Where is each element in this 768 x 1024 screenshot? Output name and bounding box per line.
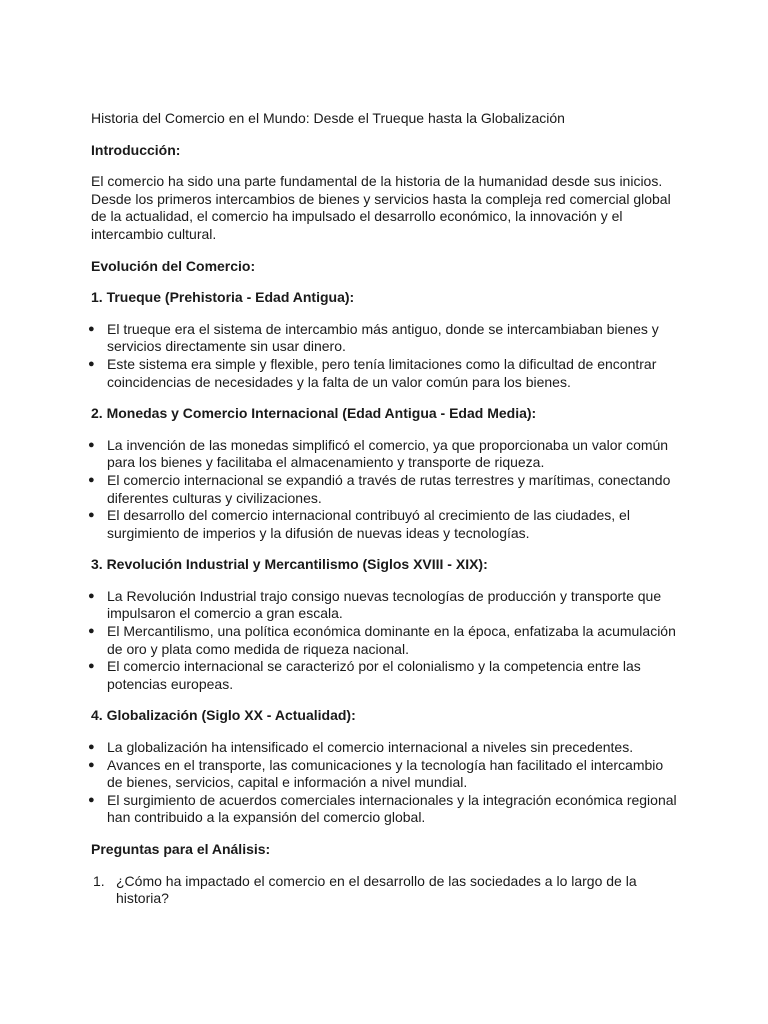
- question-text: ¿Cómo ha impactado el comercio en el desarrollo de las sociedades a lo largo de la historia?: [116, 872, 637, 907]
- bullet-icon: ●: [88, 438, 95, 451]
- list-item-text: El comercio internacional se expandió a través de rutas terrestres y marítimas, conectando diferentes culturas y civilizaciones.: [107, 471, 671, 506]
- bullet-icon: ●: [88, 589, 95, 602]
- intro-paragraph: El comercio ha sido una parte fundamental de la historia de la humanidad desde sus inicios. Desde los primeros intercambios de bienes y servicios hasta la compleja red comercial global de la actualidad, el comercio ha impulsado el desarrollo económico, la innovación y el intercambio cultural.: [91, 173, 671, 242]
- document-title: Historia del Comercio en el Mundo: Desde el Trueque hasta la Globalización: [91, 110, 565, 126]
- list-item: [88, 355, 681, 391]
- bullet-icon: ●: [88, 509, 95, 522]
- list-item: [88, 436, 681, 472]
- bullet-icon: ●: [88, 322, 95, 335]
- bullet-icon: ●: [88, 660, 95, 673]
- list-item-text: El trueque era el sistema de intercambio más antiguo, donde se intercambiaban bienes y servicios directamente sin usar dinero.: [107, 320, 659, 355]
- list-item: [88, 739, 681, 757]
- section-heading-monedas: 2. Monedas y Comercio Internacional (Edad Antigua - Edad Media):: [91, 405, 537, 422]
- intro-heading: Introducción:: [91, 141, 181, 158]
- question-number: 1.: [93, 872, 105, 889]
- list-item: [88, 507, 681, 542]
- questions-heading: Preguntas para el Análisis:: [91, 841, 271, 857]
- bullet-icon: ●: [88, 357, 95, 370]
- list-item: [88, 756, 681, 792]
- list-item-text: Este sistema era simple y flexible, pero tenía limitaciones como la dificultad de encontrar coincidencias de necesidades y la falta de un valor común para los bienes.: [107, 355, 657, 390]
- bullet-icon: ●: [88, 741, 95, 754]
- section-heading-trueque: 1. Trueque (Prehistoria - Edad Antigua):: [91, 289, 355, 306]
- section-heading-globalizacion: 4. Globalización (Siglo XX - Actualidad):: [91, 707, 356, 724]
- section-list-globalizacion: [88, 739, 681, 827]
- section-heading-revolucion: 3. Revolución Industrial y Mercantilismo (Siglos XVIII - XIX):: [91, 556, 488, 573]
- bullet-icon: ●: [88, 758, 95, 771]
- list-item-text: La invención de las monedas simplificó el comercio, ya que proporcionaba un valor común para los bienes y facilitaba el almacenamiento y transporte de riqueza.: [107, 436, 669, 471]
- question-item: [91, 873, 681, 908]
- list-item-text: La globalización ha intensificado el comercio internacional a niveles sin precedentes.: [107, 739, 634, 756]
- section-list-trueque: [88, 320, 681, 391]
- list-item-text: El surgimiento de acuerdos comerciales internacionales y la integración económica regional han contribuido a la expansión del comercio global.: [107, 791, 677, 826]
- list-item: [88, 587, 681, 623]
- bullet-icon: ●: [88, 625, 95, 638]
- list-item: [88, 471, 681, 507]
- list-item-text: La Revolución Industrial trajo consigo nuevas tecnologías de producción y transporte que impulsaron el comercio a gran escala.: [107, 587, 662, 622]
- questions-list: [91, 873, 681, 908]
- list-item: [88, 658, 681, 693]
- bullet-icon: ●: [88, 473, 95, 486]
- document-page: [88, 110, 681, 908]
- section-list-monedas: [88, 436, 681, 543]
- list-item-text: El Mercantilismo, una política económica dominante en la época, enfatizaba la acumulación de oro y plata como medida de riqueza nacional.: [107, 623, 676, 657]
- section-list-revolucion: [88, 587, 681, 694]
- bullet-icon: ●: [88, 793, 95, 806]
- list-item: [88, 320, 681, 356]
- list-item-text: El desarrollo del comercio internacional contribuyó al crecimiento de las ciudades, el surgimiento de imperios y la difusión de nuevas ideas y tecnologías.: [107, 507, 630, 541]
- list-item: [88, 791, 681, 827]
- evolution-heading: Evolución del Comercio:: [91, 257, 256, 274]
- list-item-text: El comercio internacional se caracterizó por el colonialismo y la competencia entre las potencias europeas.: [107, 658, 641, 692]
- list-item-text: Avances en el transporte, las comunicaciones y la tecnología han facilitado el intercambio de bienes, servicios, capital e información a nivel mundial.: [107, 756, 664, 791]
- list-item: [88, 623, 681, 658]
